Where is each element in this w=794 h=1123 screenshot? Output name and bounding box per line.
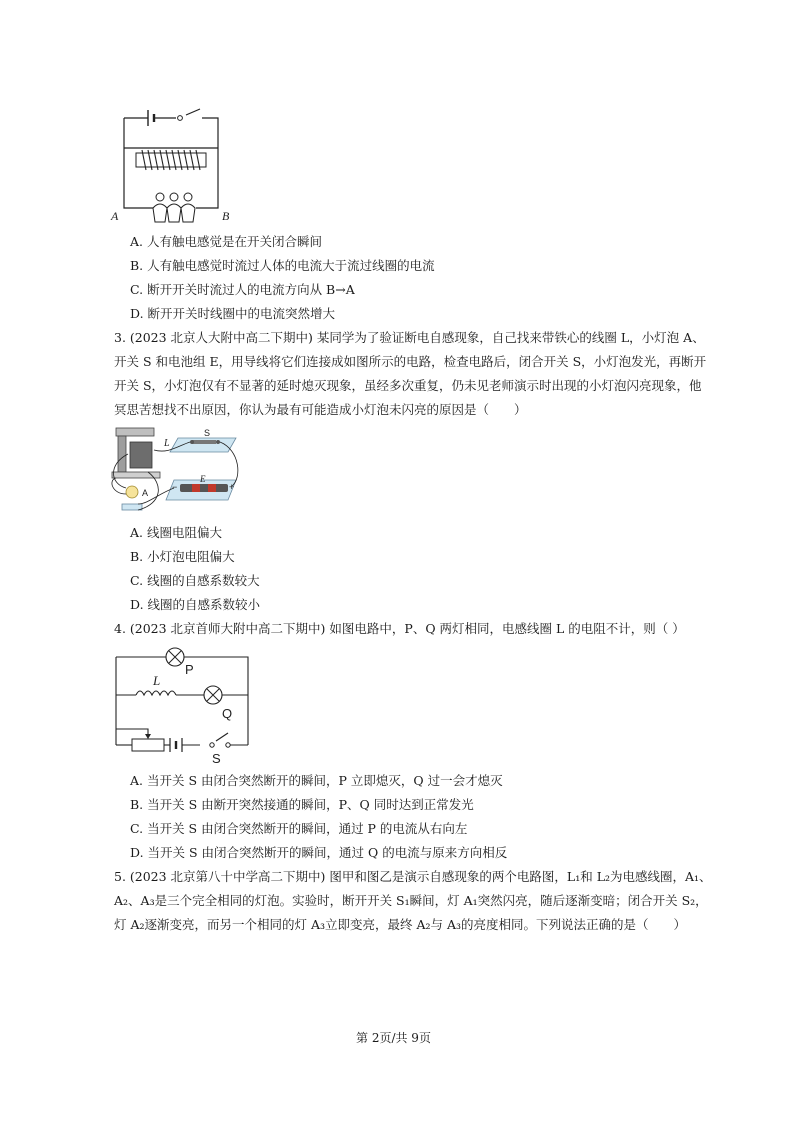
q3-label-l: L <box>164 438 170 449</box>
q3-line-4: 冥思苦想找不出原因，你认为最有可能造成小灯泡未闪亮的原因是（ ） <box>114 402 527 417</box>
q4-option-a: A. 当开关 S 由闭合突然断开的瞬间，P 立即熄灭，Q 过一会才熄灭 <box>130 773 503 788</box>
q5-line-3: 灯 A₂逐渐变亮，而另一个相同的灯 A₃立即变亮，最终 A₂与 A₃的亮度相同。下列说法正确的是（ ） <box>114 917 687 932</box>
q3-option-a: A. 线圈电阻偏大 <box>130 525 222 540</box>
q2-option-b: B. 人有触电感觉时流过人体的电流大于流过线圈的电流 <box>130 258 435 273</box>
q3-circuit-figure <box>108 424 243 516</box>
q3-option-c: C. 线圈的自感系数较大 <box>130 573 260 588</box>
q2-circuit-figure <box>108 100 238 225</box>
q4-option-c: C. 当开关 S 由闭合突然断开的瞬间，通过 P 的电流从右向左 <box>130 821 468 836</box>
page-footer: 第 2页/共 9页 <box>356 1031 431 1045</box>
q3-option-b: B. 小灯泡电阻偏大 <box>130 549 235 564</box>
q3-label-a: A <box>142 488 149 498</box>
q2-option-c: C. 断开开关时流过人的电流方向从 B→A <box>130 282 355 297</box>
q3-label-s: S <box>204 428 211 438</box>
q3-plus-sign: + <box>229 482 235 492</box>
q5-line-2: A₂、A₃是三个完全相同的灯泡。实验时，断开开关 S₁瞬间，灯 A₁突然闪亮，随后逐渐变暗；闭合开关 S₂， <box>114 893 708 908</box>
q4-circuit-figure <box>108 645 258 765</box>
q2-label-b: B <box>222 209 230 223</box>
q4-option-d: D. 当开关 S 由闭合突然断开的瞬间，通过 Q 的电流与原来方向相反 <box>130 845 508 860</box>
q5-line-1: 5. (2023 北京第八十中学高二下期中) 图甲和图乙是演示自感现象的两个电路图，L₁和 L₂为电感线圈，A₁、 <box>114 869 712 884</box>
q3-line-2: 开关 S 和电池组 E，用导线将它们连接成如图所示的电路，检查电路后，闭合开关 S，小灯泡发光，再断开 <box>114 354 707 369</box>
q2-option-a: A. 人有触电感觉是在开关闭合瞬间 <box>130 234 322 249</box>
q2-option-d: D. 断开开关时线圈中的电流突然增大 <box>130 306 336 321</box>
q3-minus-sign: − <box>172 482 178 492</box>
q4-label-p: P <box>185 662 194 677</box>
q2-label-a: A <box>111 209 119 223</box>
q4-label-q: Q <box>222 706 233 721</box>
q4-label-s: S <box>212 751 221 766</box>
q3-line-3: 开关 S，小灯泡仅有不显著的延时熄灭现象，虽经多次重复，仍未见老师演示时出现的小灯泡闪亮现象，他 <box>114 378 702 393</box>
q4-line: 4. (2023 北京首师大附中高二下期中) 如图电路中，P、Q 两灯相同，电感线圈 L 的电阻不计，则（ ） <box>114 621 685 636</box>
q4-label-l: L <box>153 673 161 688</box>
q3-option-d: D. 线圈的自感系数较小 <box>130 597 261 612</box>
q3-label-e: E <box>200 474 206 484</box>
q4-option-b: B. 当开关 S 由断开突然接通的瞬间，P、Q 同时达到正常发光 <box>130 797 474 812</box>
q3-line-1: 3. (2023 北京人大附中高二下期中) 某同学为了验证断电自感现象，自己找来带铁心的线圈 L，小灯泡 A、 <box>114 330 705 345</box>
